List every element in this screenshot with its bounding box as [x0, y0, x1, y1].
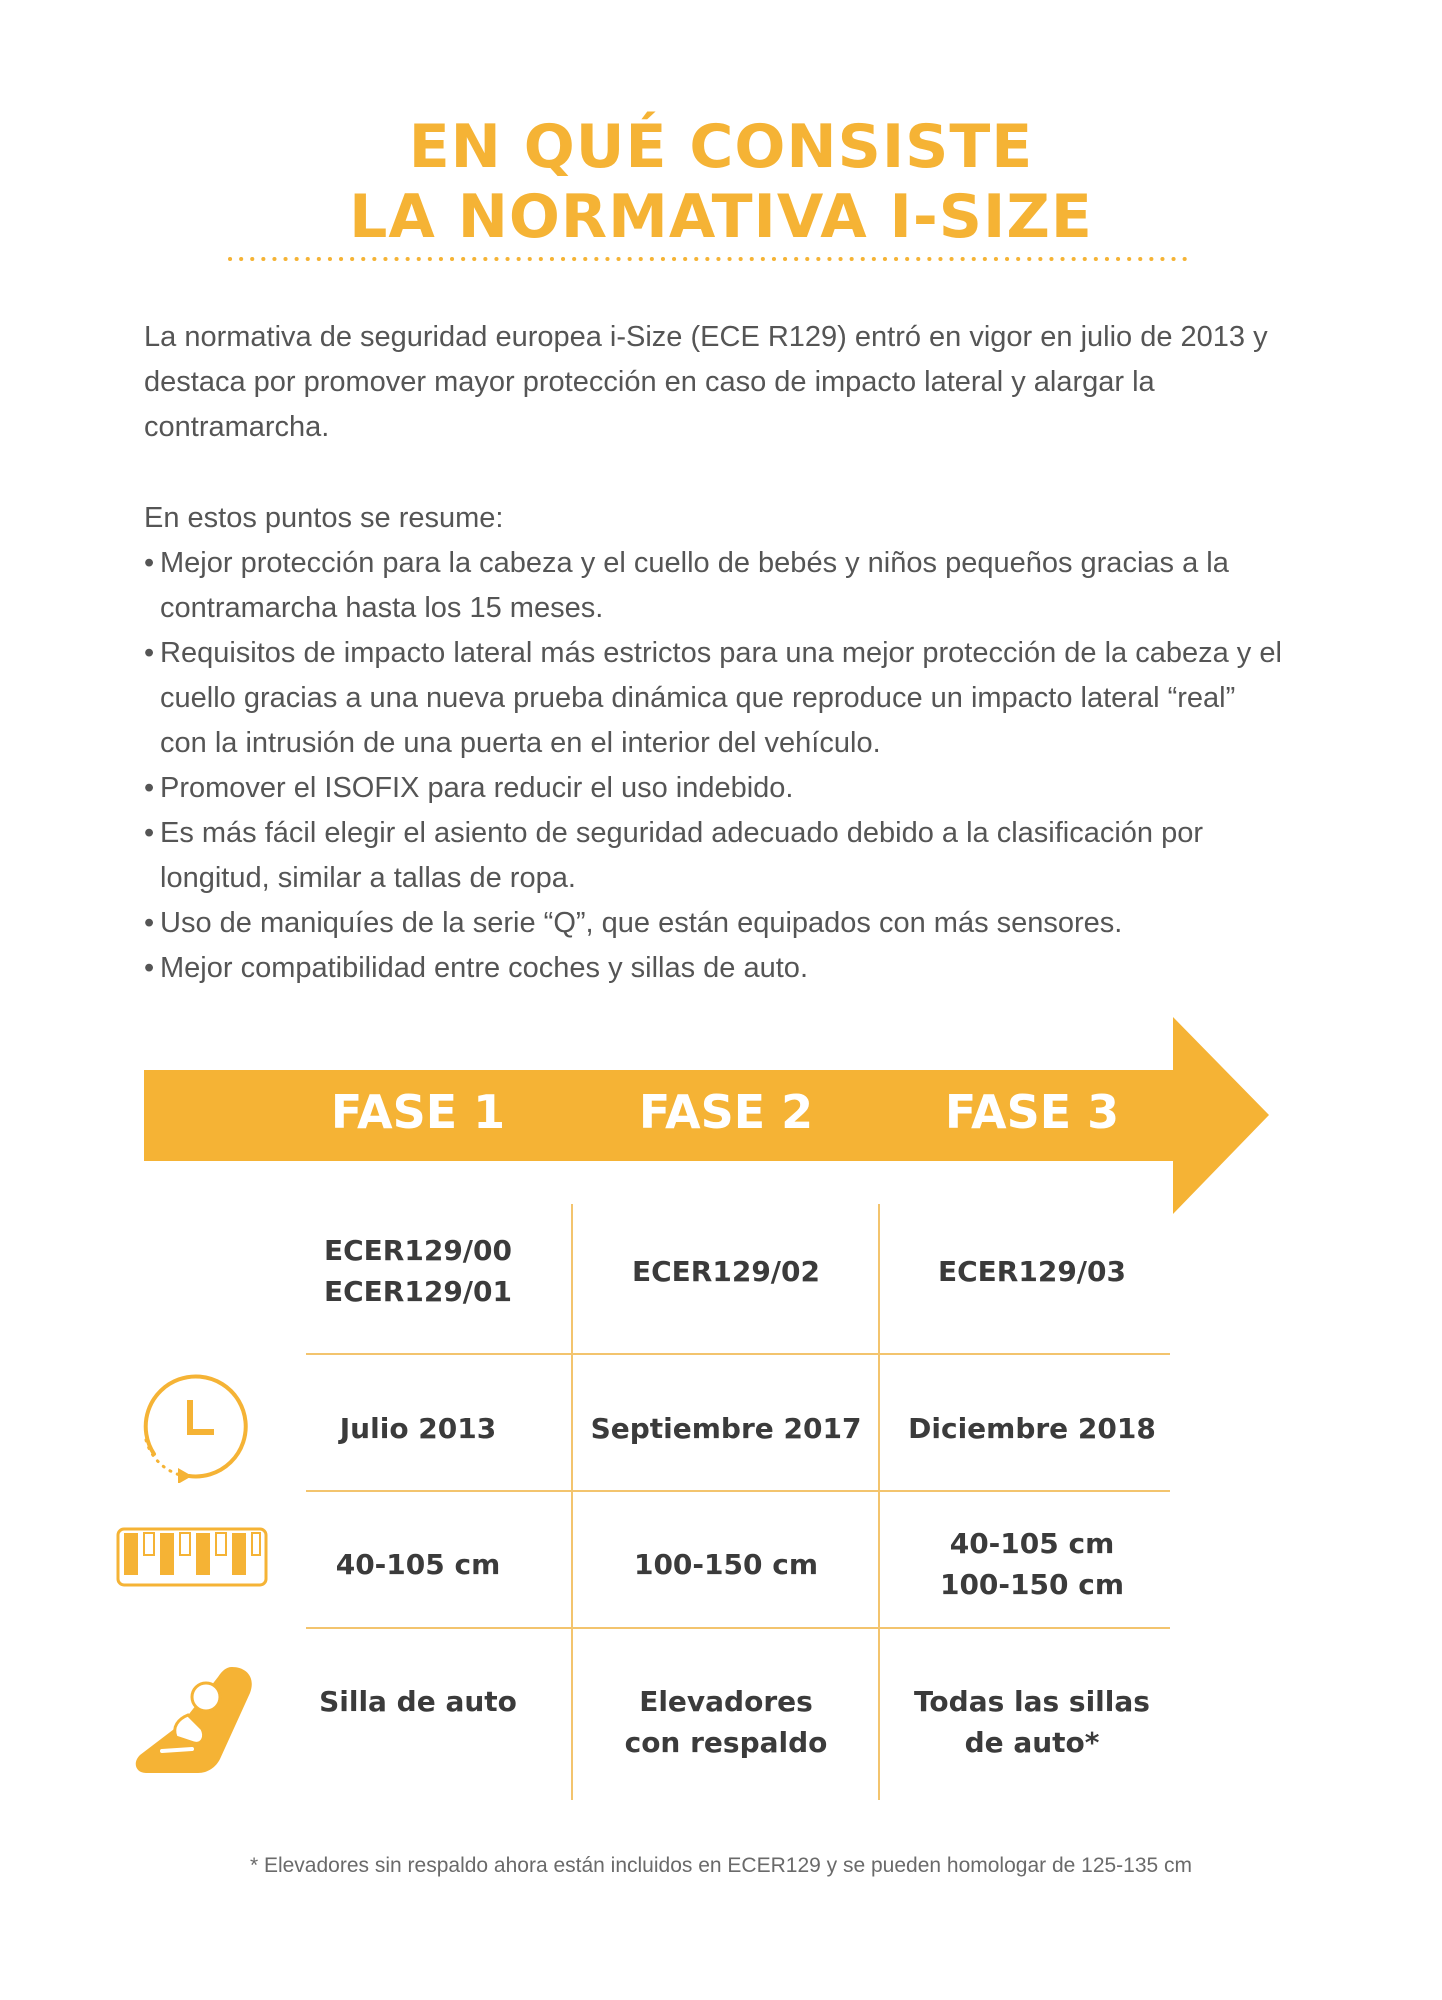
- cell-line: Todas las sillas: [914, 1685, 1150, 1718]
- list-item-text: Requisitos de impacto lateral más estrictos para una mejor protección de la cabeza y el cuello gracias a una nueva prueba dinámica que reproduce un impacto lateral “real” con la intrusión de una puerta en el interior del vehículo.: [160, 637, 1282, 759]
- cell-line: 40-105 cm: [949, 1527, 1115, 1560]
- cell-line: 100-150 cm: [939, 1568, 1125, 1601]
- date-cell-phase-1: Julio 2013: [339, 1412, 497, 1445]
- list-item-text: Uso de maniquíes de la serie “Q”, que están equipados con más sensores.: [160, 907, 1123, 939]
- ruler-icon: [116, 1527, 268, 1589]
- footnote: * Elevadores sin respaldo ahora están incluidos en ECER129 y se pueden homologar de 125-135 cm: [249, 1854, 1193, 1877]
- cell-line: Silla de auto: [319, 1685, 517, 1718]
- list-item: • Mejor compatibilidad entre coches y sillas de auto.: [144, 952, 808, 984]
- phase-2-label: FASE 2: [638, 1085, 814, 1139]
- list-item: • Es más fácil elegir el asiento de seguridad adecuado debido a la clasificación por longitud, similar a tallas de ropa.: [144, 817, 1204, 894]
- phase-3-label: FASE 3: [944, 1085, 1120, 1139]
- cell-line: ECER129/03: [937, 1255, 1126, 1288]
- title-line-2: LA NORMATIVA I-SIZE: [349, 182, 1093, 252]
- regulation-cell-phase-1: [268, 1230, 568, 1312]
- cell-line: 100-150 cm: [633, 1548, 819, 1581]
- list-item: • Requisitos de impacto lateral más estrictos para una mejor protección de la cabeza y el cuello gracias a una nueva prueba dinámica que reproduce un impacto lateral “real” con la intrusión de una puerta en el interior del vehículo.: [144, 637, 1282, 759]
- cell-line: ECER129/02: [631, 1255, 820, 1288]
- cell-line: con respaldo: [624, 1726, 828, 1759]
- list-item: • Uso de maniquíes de la serie “Q”, que están equipados con más sensores.: [144, 907, 1123, 939]
- phase-1-label: FASE 1: [330, 1085, 506, 1139]
- list-heading: En estos puntos se resume:: [144, 502, 504, 534]
- height-cell-phase-3: [882, 1523, 1182, 1605]
- date-cell-phase-2: Septiembre 2017: [590, 1412, 862, 1445]
- list-item: • Mejor protección para la cabeza y el cuello de bebés y niños pequeños gracias a la contramarcha hasta los 15 meses.: [144, 547, 1229, 624]
- page-title: [0, 112, 1442, 252]
- cell-line: 40-105 cm: [335, 1548, 501, 1581]
- list-item-text: Mejor protección para la cabeza y el cuello de bebés y niños pequeños gracias a la contramarcha hasta los 15 meses.: [160, 547, 1229, 624]
- clock-icon: [134, 1368, 249, 1483]
- cell-line: Elevadores: [639, 1685, 813, 1718]
- list-item-text: Es más fácil elegir el asiento de seguridad adecuado debido a la clasificación por longitud, similar a tallas de ropa.: [160, 817, 1204, 894]
- list-item-text: Mejor compatibilidad entre coches y sillas de auto.: [160, 952, 808, 984]
- list-item-text: Promover el ISOFIX para reducir el uso indebido.: [160, 772, 794, 804]
- title-line-1: EN QUÉ CONSISTE: [408, 112, 1034, 182]
- list-item: • Promover el ISOFIX para reducir el uso indebido.: [144, 772, 794, 804]
- car-seat-icon: [132, 1663, 262, 1775]
- height-cell-phase-1: [268, 1544, 568, 1585]
- height-cell-phase-2: [576, 1544, 876, 1585]
- date-cell-phase-3: Diciembre 2018: [908, 1412, 1156, 1445]
- regulation-cell-phase-3: [882, 1251, 1182, 1292]
- seat-cell-phase-2: [576, 1681, 876, 1763]
- seat-cell-phase-3: [882, 1681, 1182, 1763]
- seat-cell-phase-1: [268, 1681, 568, 1722]
- cell-line: ECER129/00: [323, 1234, 512, 1267]
- regulation-cell-phase-2: [576, 1251, 876, 1292]
- cell-line: ECER129/01: [323, 1275, 512, 1308]
- cell-line: de auto*: [964, 1726, 1100, 1759]
- dotted-divider: [228, 255, 1188, 263]
- summary-list: [144, 541, 1284, 991]
- intro-paragraph: La normativa de seguridad europea i-Size (ECE R129) entró en vigor en julio de 2013 y destaca por promover mayor protección en caso de impacto lateral y alargar la contramarcha.: [144, 321, 1268, 443]
